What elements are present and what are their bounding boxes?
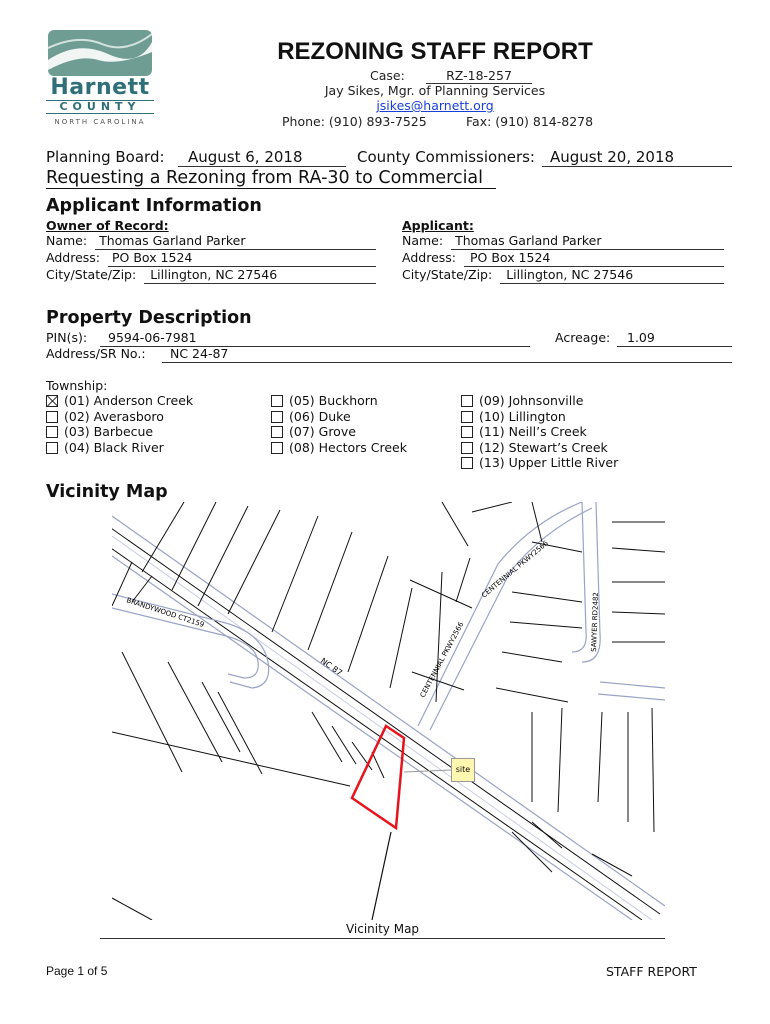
checkbox-icon[interactable] <box>46 411 58 423</box>
contact-email-link[interactable]: jsikes@harnett.org <box>376 98 494 113</box>
checkbox-icon[interactable] <box>271 395 283 407</box>
township-column-2 <box>271 393 407 455</box>
checkbox-icon[interactable] <box>271 426 283 438</box>
vicinity-map-drawing <box>112 502 665 920</box>
township-option-label: (04) Black River <box>64 439 164 455</box>
township-option[interactable] <box>46 440 193 456</box>
owner-city: Lillington, NC 27546 <box>144 267 376 284</box>
pin-value: 9594-06-7981 <box>100 330 530 347</box>
township-option[interactable] <box>461 455 618 471</box>
case-value: RZ-18-257 <box>426 68 532 84</box>
applicant-city: Lillington, NC 27546 <box>500 267 724 284</box>
township-column-1 <box>46 393 193 455</box>
township-option[interactable] <box>461 440 618 456</box>
fax: Fax: (910) 814-8278 <box>466 114 594 129</box>
checkbox-icon[interactable] <box>46 442 58 454</box>
sawyer-label: SAWYER RD2482 <box>590 592 601 653</box>
owner-of-record <box>46 218 376 284</box>
township-option-label: (05) Buckhorn <box>289 393 378 408</box>
pin-label: PIN(s): <box>46 330 88 345</box>
case-label: Case: <box>370 68 405 83</box>
report-title: REZONING STAFF REPORT <box>277 38 593 65</box>
township-option-label: (13) Upper Little River <box>479 455 619 470</box>
township-option[interactable] <box>46 409 193 425</box>
acreage-value: 1.09 <box>617 330 732 347</box>
owner-address: PO Box 1524 <box>108 250 376 267</box>
checkbox-icon[interactable] <box>46 426 58 438</box>
nc87-label: NC 87 <box>318 656 344 678</box>
footer-report-label: STAFF REPORT <box>606 964 697 979</box>
harnett-county-logo <box>46 30 154 126</box>
township-option[interactable] <box>461 393 618 409</box>
township-option-label: (10) Lillington <box>479 408 566 424</box>
checked-checkbox-icon[interactable] <box>46 395 58 407</box>
township-option[interactable] <box>271 393 407 409</box>
phone: Phone: (910) 893-7525 <box>282 114 427 129</box>
township-option-label: (08) Hectors Creek <box>289 439 407 455</box>
logo-county: COUNTY <box>46 100 154 114</box>
township-option-label: (01) Anderson Creek <box>64 393 194 408</box>
applicant-address: PO Box 1524 <box>464 250 724 267</box>
applicant-info-heading: Applicant Information <box>46 196 262 216</box>
centennial-label-1: CENTENNIAL PKWY2566 <box>418 620 466 699</box>
applicant <box>402 218 724 284</box>
checkbox-icon[interactable] <box>461 411 473 423</box>
centennial-label-2: CENTENNIAL PKWY2566 <box>480 539 550 600</box>
owner-city-label: City/State/Zip: <box>46 267 137 282</box>
property-description-heading: Property Description <box>46 308 252 328</box>
commissioners-label: County Commissioners: <box>357 148 535 166</box>
township-option[interactable] <box>46 393 193 409</box>
applicant-name: Thomas Garland Parker <box>451 233 724 250</box>
applicant-name-label: Name: <box>402 233 444 248</box>
checkbox-icon[interactable] <box>461 426 473 438</box>
township-label: Township: <box>46 378 108 393</box>
township-option[interactable] <box>461 424 618 440</box>
address-sr-label: Address/SR No.: <box>46 346 146 361</box>
township-option-label: (03) Barbecue <box>64 424 154 439</box>
township-option[interactable] <box>461 409 618 425</box>
owner-name: Thomas Garland Parker <box>95 233 376 250</box>
township-option[interactable] <box>271 409 407 425</box>
township-option[interactable] <box>271 424 407 440</box>
planning-board-date: August 6, 2018 <box>178 148 346 167</box>
applicant-city-label: City/State/Zip: <box>402 267 493 282</box>
owner-name-label: Name: <box>46 233 88 248</box>
owner-address-label: Address: <box>46 250 100 265</box>
township-option-label: (11) Neill’s Creek <box>479 424 587 439</box>
vicinity-map-heading: Vicinity Map <box>46 482 168 502</box>
logo-name: Harnett <box>50 75 150 100</box>
township-option-label: (06) Duke <box>289 408 351 424</box>
checkbox-icon[interactable] <box>271 411 283 423</box>
township-option-label: (07) Grove <box>289 424 356 439</box>
page-number: Page 1 of 5 <box>46 964 108 978</box>
address-sr-value: NC 24-87 <box>162 346 732 363</box>
township-column-3 <box>461 393 618 471</box>
planning-board-label: Planning Board: <box>46 148 165 166</box>
township-option-label: (02) Averasboro <box>64 408 164 424</box>
commissioners-date: August 20, 2018 <box>542 148 732 167</box>
checkbox-icon[interactable] <box>461 457 473 469</box>
applicant-heading: Applicant: <box>402 218 474 233</box>
site-label: site <box>451 758 475 782</box>
township-option-label: (09) Johnsonville <box>479 393 584 408</box>
checkbox-icon[interactable] <box>461 395 473 407</box>
logo-mark-icon <box>48 30 152 76</box>
map-caption: Vicinity Map <box>100 922 665 939</box>
owner-heading: Owner of Record: <box>46 218 169 233</box>
township-option[interactable] <box>46 424 193 440</box>
contact-name: Jay Sikes, Mgr. of Planning Services <box>324 83 546 98</box>
township-option[interactable] <box>271 440 407 456</box>
acreage-label: Acreage: <box>555 330 611 345</box>
applicant-address-label: Address: <box>402 250 456 265</box>
checkbox-icon[interactable] <box>271 442 283 454</box>
logo-state: NORTH CAROLINA <box>54 118 146 126</box>
township-option-label: (12) Stewart’s Creek <box>479 439 608 455</box>
checkbox-icon[interactable] <box>461 442 473 454</box>
request-title: Requesting a Rezoning from RA-30 to Commercial <box>46 168 496 189</box>
brandywood-label: BRANDYWOOD CT2159 <box>125 596 206 630</box>
vicinity-map <box>112 502 665 920</box>
